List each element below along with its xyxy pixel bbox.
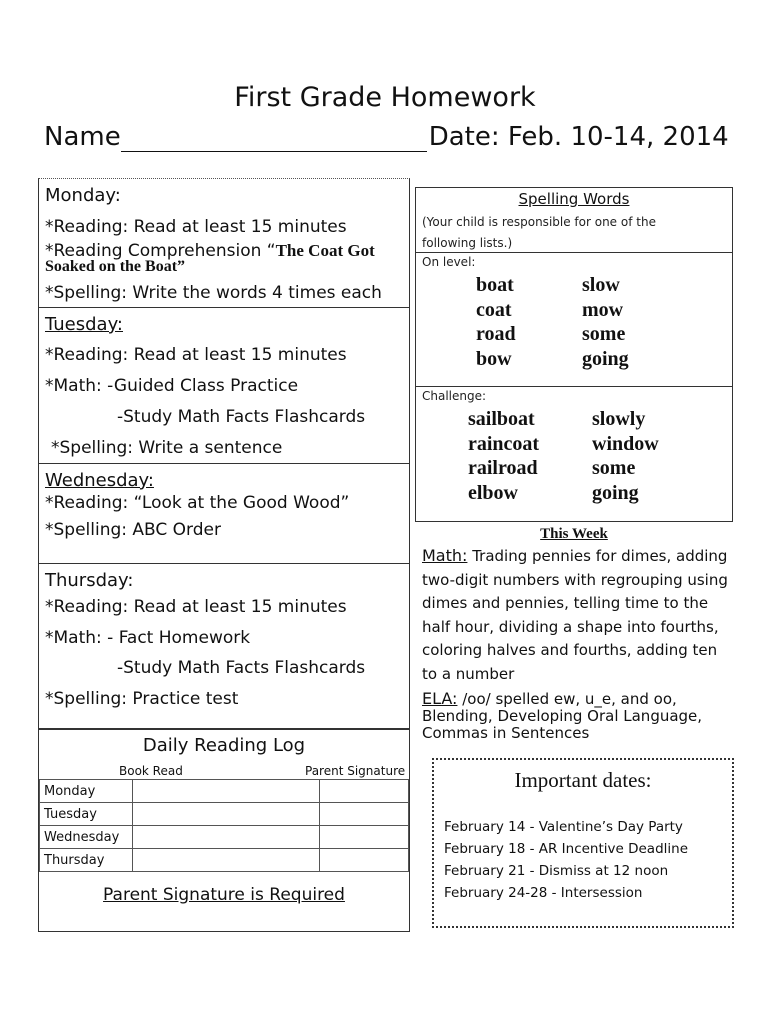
- reading-log-day: Tuesday: [40, 803, 133, 826]
- list-item: some: [592, 457, 636, 479]
- math-text: Trading pennies for dimes, adding two-digit numbers with regrouping using dimes and pennies, telling time to the half hour, dividing a shape into fourths, coloring halves and fourths, adding ten to a number: [422, 547, 728, 683]
- thursday-section: [39, 563, 409, 731]
- list-item: road: [476, 323, 516, 345]
- table-row: [40, 803, 409, 826]
- reading-log-day: Monday: [40, 780, 133, 803]
- list-item: February 18 - AR Incentive Deadline: [444, 841, 689, 857]
- list-item: some: [582, 323, 626, 345]
- list-item: February 24-28 - Intersession: [444, 885, 643, 901]
- list-item: slow: [582, 274, 620, 296]
- parent-signature-cell[interactable]: [320, 780, 409, 803]
- this-week-title: This Week: [540, 526, 608, 542]
- book-read-cell[interactable]: [133, 849, 320, 872]
- spelling-title: Spelling Words: [518, 190, 630, 208]
- wednesday-section: [39, 463, 409, 563]
- on-level-col-1: [476, 273, 516, 371]
- book-read-cell[interactable]: [133, 803, 320, 826]
- thursday-line-2: *Math: - Fact Homework: [45, 628, 251, 648]
- monday-heading: Monday:: [45, 185, 121, 206]
- list-item: bow: [476, 347, 512, 370]
- important-dates-list: [444, 816, 688, 904]
- wednesday-line-2: *Spelling: ABC Order: [45, 520, 221, 540]
- challenge-label: Challenge:: [422, 389, 487, 403]
- thursday-line-4: *Spelling: Practice test: [45, 689, 239, 709]
- thursday-line-1: *Reading: Read at least 15 minutes: [45, 597, 347, 617]
- list-item: February 14 - Valentine’s Day Party: [444, 819, 683, 835]
- date-label: Date: Feb. 10-14, 2014: [428, 122, 729, 152]
- list-item: slowly: [592, 408, 646, 430]
- spelling-words: [415, 187, 733, 522]
- page-title: First Grade Homework: [234, 82, 536, 113]
- daily-assignments: [38, 178, 410, 730]
- on-level-col-2: [582, 273, 629, 371]
- wednesday-heading: Wednesday:: [45, 470, 154, 491]
- this-week-math: [422, 544, 732, 686]
- parent-signature-cell[interactable]: [320, 849, 409, 872]
- tuesday-heading: Tuesday:: [45, 314, 123, 335]
- this-week-ela: [422, 690, 732, 742]
- thursday-line-3: -Study Math Facts Flashcards: [117, 658, 366, 678]
- monday-line-1: *Reading: Read at least 15 minutes: [45, 217, 347, 237]
- list-item: boat: [476, 274, 514, 296]
- monday-line-4: *Spelling: Write the words 4 times each: [45, 283, 382, 303]
- tuesday-line-2: *Math: -Guided Class Practice: [45, 376, 299, 396]
- reading-log-day: Wednesday: [40, 826, 133, 849]
- reading-log-signature-header: Parent Signature: [305, 764, 406, 778]
- list-item: raincoat: [468, 432, 540, 455]
- tuesday-line-4: *Spelling: Write a sentence: [51, 438, 283, 458]
- list-item: going: [582, 347, 629, 370]
- wednesday-line-1: *Reading: “Look at the Good Wood”: [45, 493, 350, 513]
- book-read-cell[interactable]: [133, 780, 320, 803]
- spelling-note: (Your child is responsible for one of the following lists.): [422, 215, 656, 250]
- table-row: [40, 849, 409, 872]
- tuesday-line-3: -Study Math Facts Flashcards: [117, 407, 366, 427]
- math-label: Math:: [422, 546, 468, 565]
- monday-section: [39, 179, 409, 307]
- reading-log: [38, 728, 410, 932]
- list-item: mow: [582, 298, 624, 321]
- on-level-section: [416, 252, 732, 393]
- thursday-heading: Thursday:: [45, 570, 134, 591]
- list-item: window: [592, 432, 659, 455]
- ela-text: /oo/ spelled ew, u_e, and oo, Blending, Developing Oral Language, Commas in Sentences: [422, 690, 703, 742]
- list-item: sailboat: [468, 408, 535, 430]
- table-row: [40, 826, 409, 849]
- book-read-cell[interactable]: [133, 826, 320, 849]
- table-row: [40, 780, 409, 803]
- reading-log-book-header: Book Read: [119, 764, 183, 778]
- list-item: coat: [476, 298, 512, 321]
- reading-log-footer: Parent Signature is Required: [103, 885, 345, 905]
- name-field[interactable]: [121, 124, 427, 152]
- list-item: going: [592, 481, 639, 504]
- list-item: railroad: [468, 457, 538, 479]
- reading-log-title: Daily Reading Log: [142, 735, 306, 756]
- on-level-label: On level:: [422, 255, 476, 269]
- important-dates-title: Important dates:: [514, 768, 652, 792]
- monday-line-3: Soaked on the Boat”: [45, 258, 186, 275]
- reading-log-table: [39, 779, 409, 872]
- name-label: Name: [44, 122, 121, 152]
- challenge-col-1: [468, 407, 539, 505]
- name-date-line: [44, 122, 729, 152]
- list-item: elbow: [468, 481, 518, 504]
- reading-log-day: Thursday: [40, 849, 133, 872]
- monday-line-2-prefix: *Reading Comprehension “: [45, 241, 276, 261]
- tuesday-line-1: *Reading: Read at least 15 minutes: [45, 345, 347, 365]
- challenge-section: [416, 386, 732, 522]
- tuesday-section: [39, 307, 409, 463]
- ela-label: ELA:: [422, 689, 458, 708]
- parent-signature-cell[interactable]: [320, 826, 409, 849]
- parent-signature-cell[interactable]: [320, 803, 409, 826]
- monday-story-title: The Coat Got: [275, 241, 375, 260]
- list-item: February 21 - Dismiss at 12 noon: [444, 863, 669, 879]
- important-dates: [432, 758, 734, 928]
- challenge-col-2: [592, 407, 659, 505]
